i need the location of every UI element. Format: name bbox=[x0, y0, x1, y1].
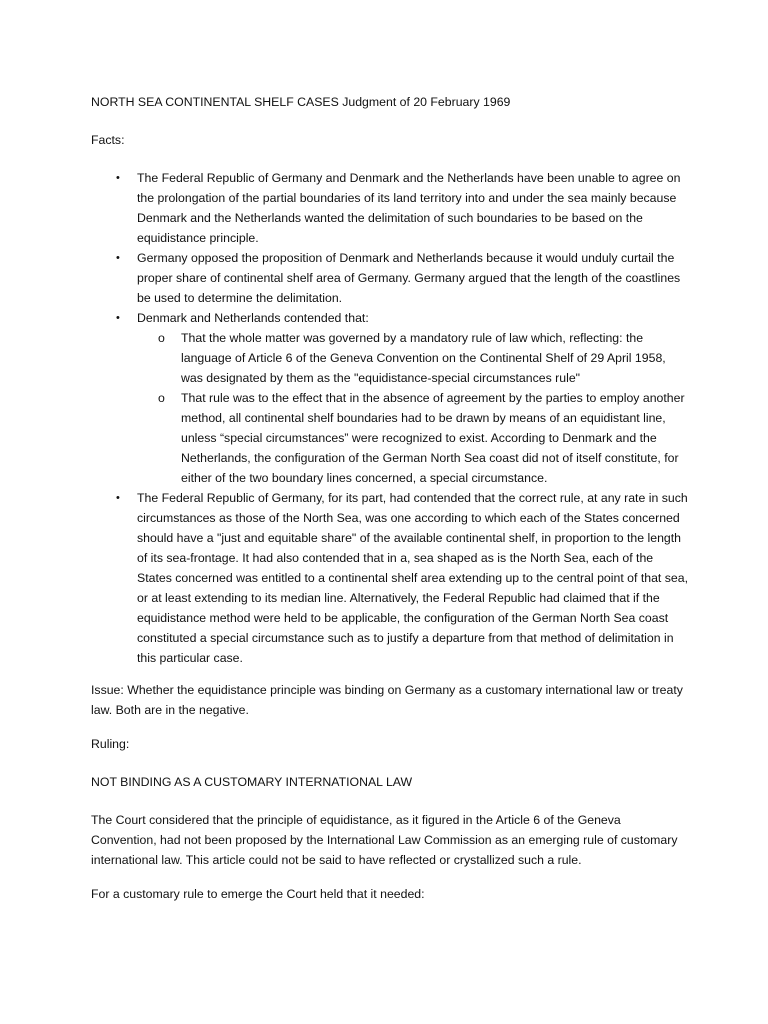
list-item bbox=[91, 308, 688, 488]
bullet-icon: • bbox=[116, 492, 120, 504]
list-item-text: The Federal Republic of Germany and Denmark and the Netherlands have been unable to agree on the prolongation of the partial boundaries of its land territory into and under the sea mainly because Denmark and the Netherlands wanted the delimitation of such boundaries to be based on the equidistance principle. bbox=[137, 171, 681, 245]
list-item bbox=[91, 168, 688, 248]
list-item bbox=[91, 248, 688, 308]
sub-list-item bbox=[137, 328, 688, 388]
sub-list-item-text: That the whole matter was governed by a mandatory rule of law which, reflecting: the language of Article 6 of the Geneva Convention on the Continental Shelf of 29 April 1958, was designated by them as the "equidistance-special circumstances rule" bbox=[181, 331, 666, 385]
facts-heading: Facts: bbox=[91, 133, 125, 147]
circle-bullet-icon: o bbox=[158, 391, 165, 405]
list-item bbox=[91, 488, 688, 668]
bullet-icon: • bbox=[116, 312, 120, 324]
list-item-text: The Federal Republic of Germany, for its part, had contended that the correct rule, at any rate in such circumstances as those of the North Sea, was one according to which each of the States concerned should have a "just and equitable share" of the available continental shelf, in proportion to the length of its sea-frontage. It had also contended that in a, sea shaped as is the North Sea, each of the States concerned was entitled to a continental shelf area extending up to the central point of that sea, or at least extending to its median line. Alternatively, the Federal Republic had claimed that if the equidistance method were held to be applicable, the configuration of the German North Sea coast constituted a special circumstance such as to justify a departure from that method of delimitation in this particular case. bbox=[137, 491, 688, 665]
list-item-text: Germany opposed the proposition of Denmark and Netherlands because it would unduly curtail the proper share of continental shelf area of Germany. Germany argued that the length of the coastlines be used to determine the delimitation. bbox=[137, 251, 681, 305]
sub-list-item bbox=[137, 388, 688, 488]
facts-list bbox=[91, 168, 688, 668]
bullet-icon: • bbox=[116, 252, 120, 264]
document-title: NORTH SEA CONTINENTAL SHELF CASES Judgment of 20 February 1969 bbox=[91, 95, 511, 109]
closing-paragraph: For a customary rule to emerge the Court held that it needed: bbox=[91, 887, 425, 901]
sub-list-item-text: That rule was to the effect that in the absence of agreement by the parties to employ another method, all continental shelf boundaries had to be drawn by means of an equidistant line, unless “special circumstances” were recognized to exist. According to Denmark and the Netherlands, the configuration of the German North Sea coast did not of itself constitute, for either of the two boundary lines concerned, a special circumstance. bbox=[181, 391, 685, 485]
circle-bullet-icon: o bbox=[158, 331, 165, 345]
issue-paragraph: Issue: Whether the equidistance principle was binding on Germany as a customary international law or treaty law. Both are in the negative. bbox=[91, 683, 683, 717]
section-subheading: NOT BINDING AS A CUSTOMARY INTERNATIONAL LAW bbox=[91, 775, 413, 789]
list-item-text: Denmark and Netherlands contended that: bbox=[137, 311, 369, 325]
court-paragraph: The Court considered that the principle of equidistance, as it figured in the Article 6 of the Geneva Convention, had not been proposed by the International Law Commission as an emerging rule of customary international law. This article could not be said to have reflected or crystallized such a rule. bbox=[91, 813, 678, 867]
ruling-heading: Ruling: bbox=[91, 737, 130, 751]
bullet-icon: • bbox=[116, 172, 120, 184]
contentions-sublist bbox=[137, 328, 688, 488]
